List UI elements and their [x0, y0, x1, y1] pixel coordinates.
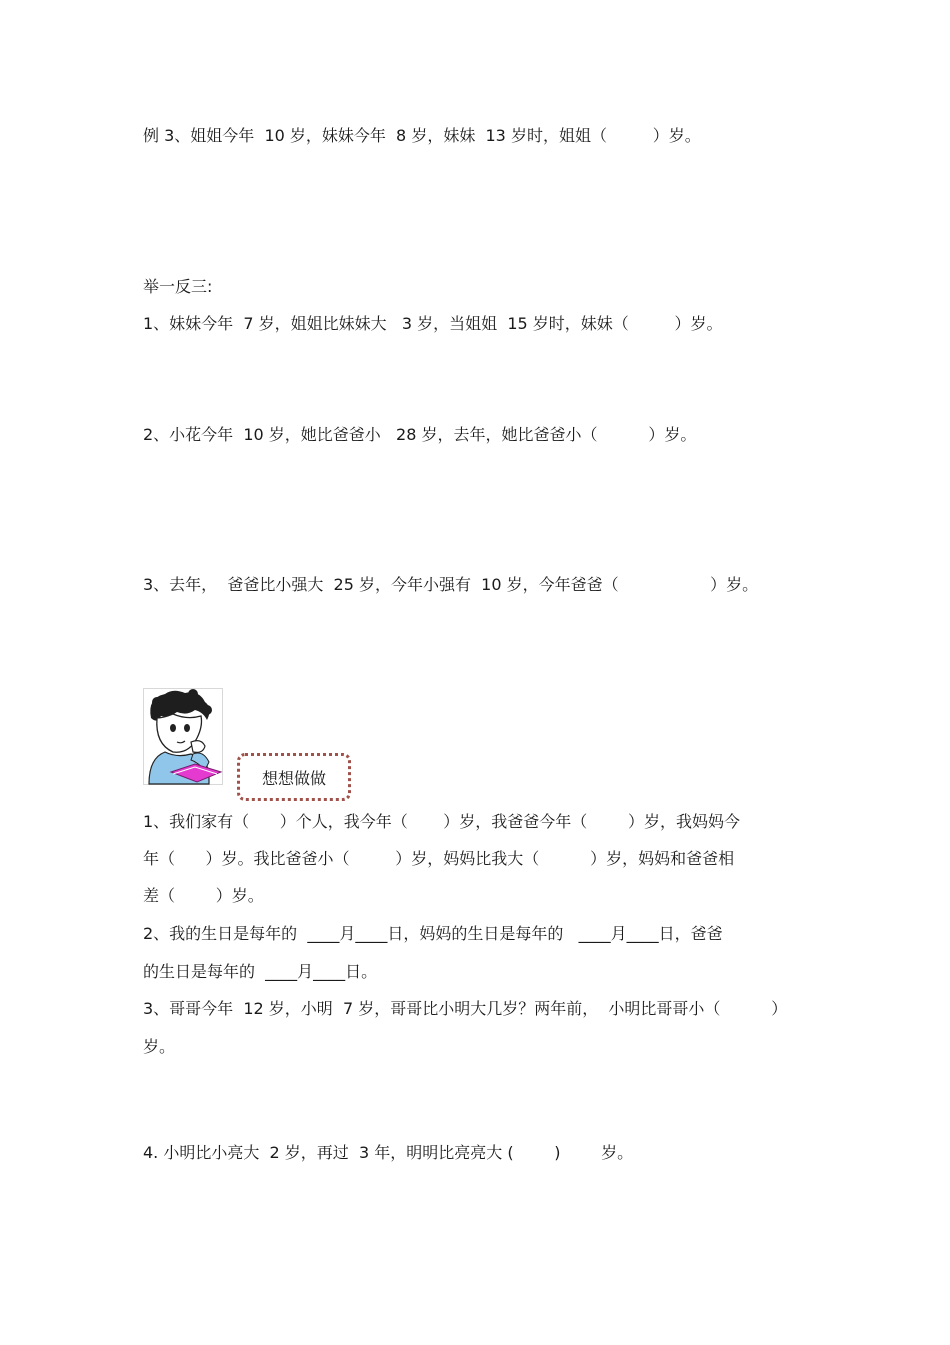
think-question-1-line-3: 差（ ）岁。 [143, 886, 264, 905]
think-question-2-line-1: 2、我的生日是每年的 ____月____日，妈妈的生日是每年的 ____月____日，爸爸 [143, 924, 723, 943]
think-and-do-badge: 想想做做 [237, 753, 351, 801]
practice-question-2: 2、小花今年 10 岁，她比爸爸小 28 岁，去年，她比爸爸小（ ）岁。 [143, 425, 697, 444]
think-question-2-line-2: 的生日是每年的 ____月____日。 [143, 962, 378, 981]
practice-question-1: 1、妹妹今年 7 岁，姐姐比妹妹大 3 岁，当姐姐 15 岁时，妹妹（ ）岁。 [143, 314, 723, 333]
think-question-4: 4. 小明比小亮大 2 岁，再过 3 年，明明比亮亮大 ( ) 岁。 [143, 1143, 634, 1162]
boy-reading-book-icon [143, 688, 223, 785]
example-3-question: 例 3、姐姐今年 10 岁，妹妹今年 8 岁，妹妹 13 岁时，姐姐（ ）岁。 [143, 126, 701, 145]
think-question-3-line-1: 3、哥哥今年 12 岁，小明 7 岁，哥哥比小明大几岁？两年前， 小明比哥哥小（ ） [143, 999, 788, 1018]
think-question-1-line-2: 年（ ）岁。我比爸爸小（ ）岁，妈妈比我大（ ）岁，妈妈和爸爸相 [143, 849, 735, 868]
think-question-1-line-1: 1、我们家有（ ）个人，我今年（ ）岁，我爸爸今年（ ）岁，我妈妈今 [143, 812, 740, 831]
think-question-3-line-2: 岁。 [143, 1037, 176, 1056]
section-heading: 举一反三: [143, 277, 213, 296]
practice-question-3: 3、去年， 爸爸比小强大 25 岁，今年小强有 10 岁，今年爸爸（ ）岁。 [143, 575, 759, 594]
